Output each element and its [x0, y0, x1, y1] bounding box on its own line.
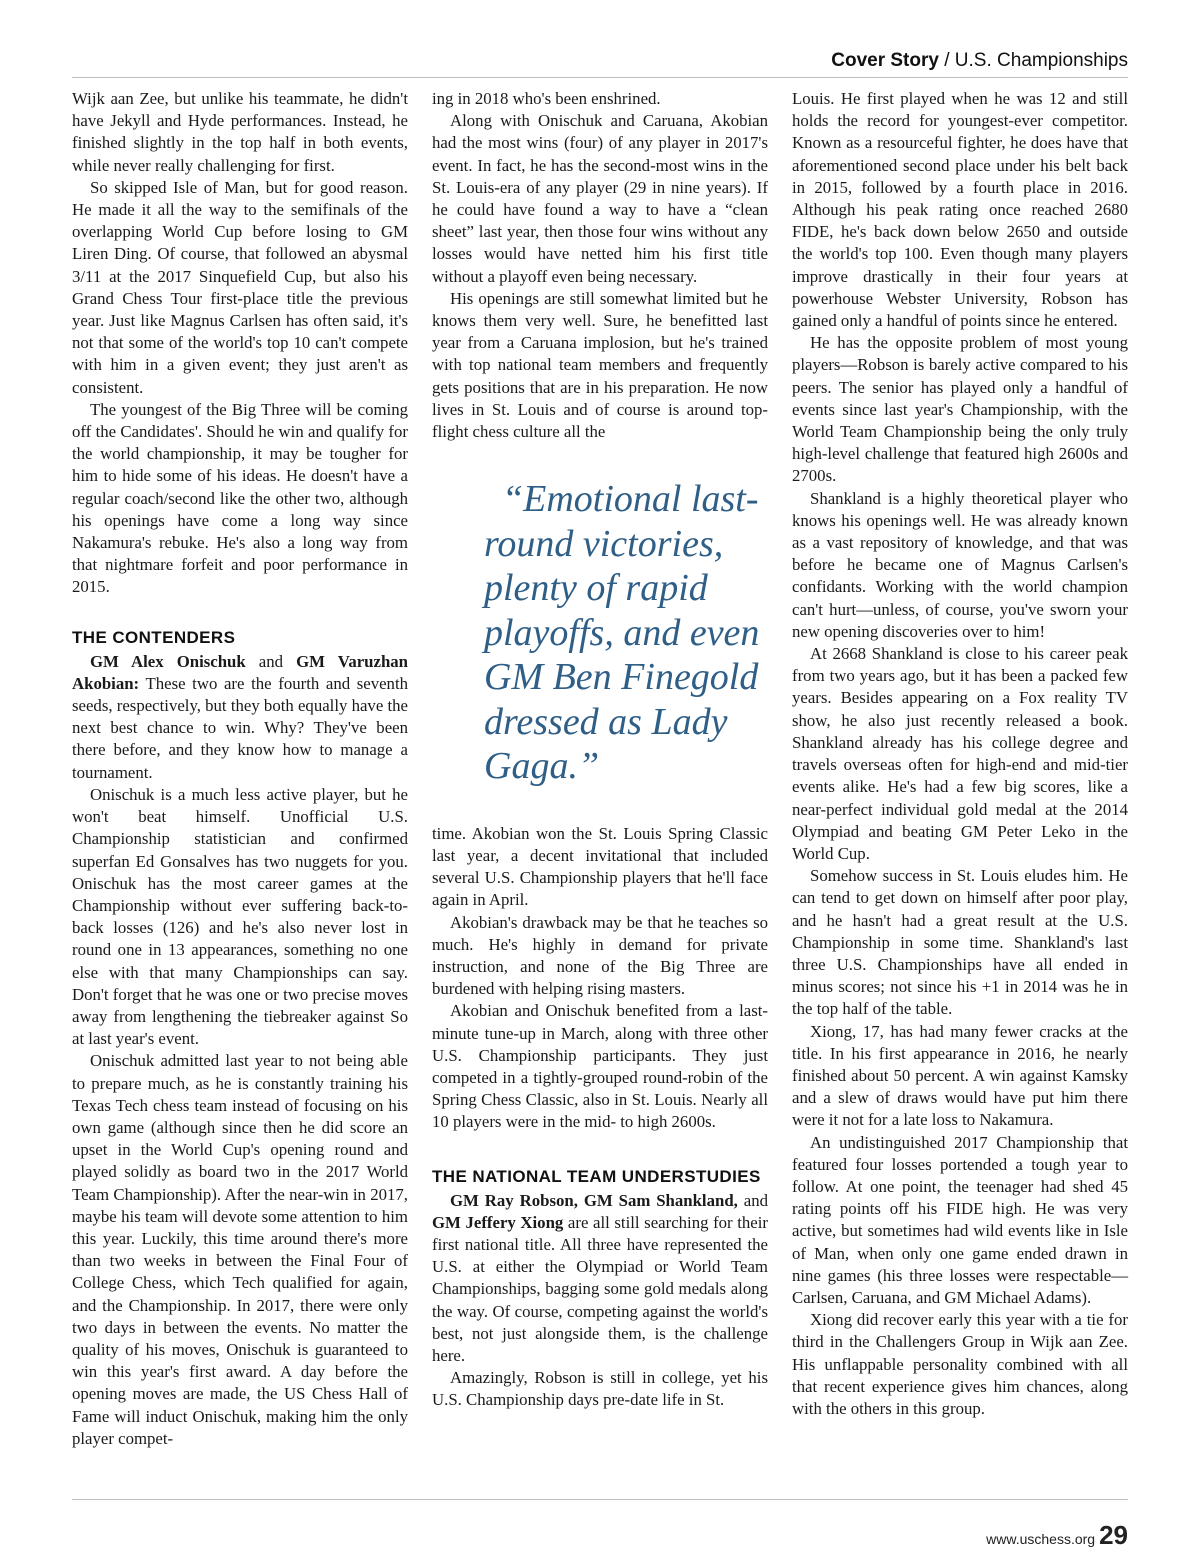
player-name: GM Varuzhan Akobian: [72, 651, 408, 693]
conjunction: and [737, 1190, 768, 1210]
page-number: 29 [1099, 1520, 1128, 1550]
paragraph: Shankland is a highly theoretical player who knows his openings well. He was already known as a vast repository of knowledge, and that was before he became one of Magnus Carlsen's confidants. Working with the world champion can't hurt—unless, of course, you've sworn your new opening discoveries over to him! [792, 488, 1128, 641]
player-name: GM Ray Robson, [450, 1190, 578, 1210]
paragraph: The youngest of the Big Three will be coming off the Candidates'. Should he win and qualify for the world championship, it may be tougher for him to hide some of his ideas. He doesn't have a regular coach/second like the other two, although his openings have come a long way since Nakamura's rebuke. He's also a long way from that nightmare forfeit and poor performance in 2015. [72, 399, 408, 597]
player-name: GM Jeffery Xiong [432, 1212, 564, 1232]
paragraph: ing in 2018 who's been enshrined. [432, 89, 661, 108]
player-name: GM Alex Onischuk [90, 651, 246, 671]
paragraph: His openings are still somewhat limited but he knows them very well. Sure, he benefitted last year from a Caruana implosion, but he's trained with top national team members and frequently gets positions that are in his preparation. He now lives in St. Louis and of course is around top-flight chess culture all the [432, 288, 768, 442]
paragraph-text: are all still searching for their first national title. All three have represented the U.S. at either the Olympiad or World Team Championships, bagging some gold medals along the way. Of course, competing against the world's best, not just alongside them, is the challenge here. [432, 1212, 769, 1366]
paragraph: Amazingly, Robson is still in college, yet his U.S. Championship days pre-date life in St. [432, 1368, 768, 1410]
header-rule [72, 77, 1128, 78]
header-subsection: U.S. Championships [954, 50, 1128, 71]
pull-quote: “Emotional last-round victories, plenty of rapid playoffs, and even GM Ben Finegold dressed as Lady Gaga.” [484, 478, 760, 788]
column-2 [432, 88, 768, 1412]
player-name: GM Sam Shankland, [583, 1190, 738, 1210]
paragraph: Onischuk is a much less active player, but he won't beat himself. Unofficial U.S. Championship statistician and confirmed superfan Ed Gonsalves has two nuggets for you. Onischuk has the most career games at the Championship without ever suffering back-to-back losses (126) and he's also never lost in round one in 13 appearances, something no one else with that many Championships can say. Don't forget that he was one or two precise moves away from lengthening the tiebreaker against So at last year's event. [72, 784, 408, 1049]
paragraph-text: These two are the fourth and seventh seeds, respectively, but they both equally have the next best chance to win. Why? They've been there before, and they know how to manage a tournament. [72, 673, 408, 782]
section-heading-understudies: THE NATIONAL TEAM UNDERSTUDIES [432, 1166, 761, 1186]
header-section: Cover Story [831, 50, 939, 71]
running-header [831, 50, 1128, 72]
paragraph: An undistinguished 2017 Championship that featured four losses portended a tough year to follow. At one point, the teenager had shed 45 rating points off his FIDE high. He was very active, but sometimes had wild events like in Isle of Man, when only one game ended drawn in nine games (his three losses were respectable—Carlsen, Caruana, and GM Michael Adams). [792, 1132, 1128, 1307]
paragraph: Louis. He first played when he was 12 and still holds the record for youngest-ever competitor. Known as a resourceful fighter, he does have that aforementioned second place under his belt back in 2015, followed by a fourth place in 2016. Although his peak rating once reached 2680 FIDE, he's back down below 2650 and outside the world's top 100. Even though many players improve drastically in their four years at powerhouse Webster University, Robson has gained only a handful of points since he entered. [792, 89, 1128, 331]
paragraph: Akobian's drawback may be that he teaches so much. He's highly in demand for private instruction, and none of the Big Three are burdened with helping rising masters. [432, 912, 768, 999]
paragraph [432, 1190, 768, 1368]
header-separator: / [938, 50, 955, 71]
paragraph: At 2668 Shankland is close to his career peak from two years ago, but it has been a packed few years. Besides appearing on a Fox reality TV show, he also just recently released a book. Shankland already has his college degree and travels overseas often for high-end and mid-tier events alike. He's had a few big scores, like a near-perfect individual gold medal at the 2014 Olympiad and beating GM Peter Leko in the World Cup. [792, 644, 1128, 863]
paragraph [72, 651, 408, 784]
footer-rule [72, 1499, 1128, 1500]
paragraph: He has the opposite problem of most young players—Robson is barely active compared to his peers. The senior has played only a handful of events since last year's Championship, with the World Team Championship being the only truly high-level challenge that featured high 2600s and 2700s. [792, 333, 1128, 486]
pull-quote-box [432, 443, 768, 823]
section-heading-contenders: THE CONTENDERS [72, 627, 236, 647]
column-3 [792, 88, 1128, 1420]
column-1 [72, 88, 408, 1450]
footer-url: www.uschess.org [986, 1531, 1096, 1547]
paragraph: So skipped Isle of Man, but for good reason. He made it all the way to the semifinals of the overlapping World Cup before losing to GM Liren Ding. Of course, that followed an abysmal 3/11 at the 2017 Sinquefield Cup, but also his Grand Chess Tour first-place title the previous year. Just like Magnus Carlsen has often said, it's not that some of the world's top 10 can't compete with him in a given event; they just aren't as consistent. [72, 177, 408, 397]
paragraph: Somehow success in St. Louis eludes him. He can tend to get down on himself after poor play, and he hasn't had a great result at the U.S. Championship in some time. Shankland's last three U.S. Championships have all ended in minus scores; not since his +1 in 2014 was he in the top half of the table. [792, 866, 1128, 1019]
paragraph: Xiong, 17, has had many fewer cracks at the title. In his first appearance in 2016, he nearly finished about 50 percent. A win against Kamsky and a slew of draws would have put him there were it not for a late loss to Nakamura. [792, 1021, 1128, 1130]
paragraph: Akobian and Onischuk benefited from a last-minute tune-up in March, along with three other U.S. Championship participants. They just competed in a tightly-grouped round-robin of the Spring Chess Classic, also in St. Louis. Nearly all 10 players were in the mid- to high 2600s. [432, 1001, 768, 1132]
paragraph: Onischuk admitted last year to not being able to prepare much, as he is constantly training his Texas Tech chess team instead of focusing on his own game (although since then he did score an upset in the World Cup's opening round and played solidly as board two in the 2017 World Team Championship). After the near-win in 2017, maybe his team will devote some attention to him this year. Luckily, this time around there's more than two weeks in between the Final Four of College Chess, which Tech qualified for again, and the Championship. In 2017, there were only two days in between the events. No matter the quality of his moves, Onischuk is guaranteed to win this year's first award. A day before the opening moves are made, the US Chess Hall of Fame will induct Onischuk, making him the only player compet- [72, 1051, 408, 1448]
paragraph: Xiong did recover early this year with a tie for third in the Challengers Group in Wijk aan Zee. His unflappable personality combined with all that recent experience gives him chances, along with the others in this group. [792, 1310, 1128, 1418]
conjunction: and [245, 651, 297, 671]
page-footer [986, 1520, 1128, 1551]
paragraph: time. Akobian won the St. Louis Spring Classic last year, a decent invitational that included several U.S. Championship players that he'll face again in April. [432, 823, 768, 910]
paragraph: Wijk aan Zee, but unlike his teammate, he didn't have Jekyll and Hyde performances. Instead, he finished slightly in the top half in both events, while never really challenging for first. [72, 89, 408, 175]
paragraph: Along with Onischuk and Caruana, Akobian had the most wins (four) of any player in 2017's event. In fact, he has the second-most wins in the St. Louis-era of any player (29 in nine years). If he could have found a way to have a “clean sheet” last year, then those four wins without any losses would have netted him his first title without a playoff even being necessary. [432, 111, 768, 286]
